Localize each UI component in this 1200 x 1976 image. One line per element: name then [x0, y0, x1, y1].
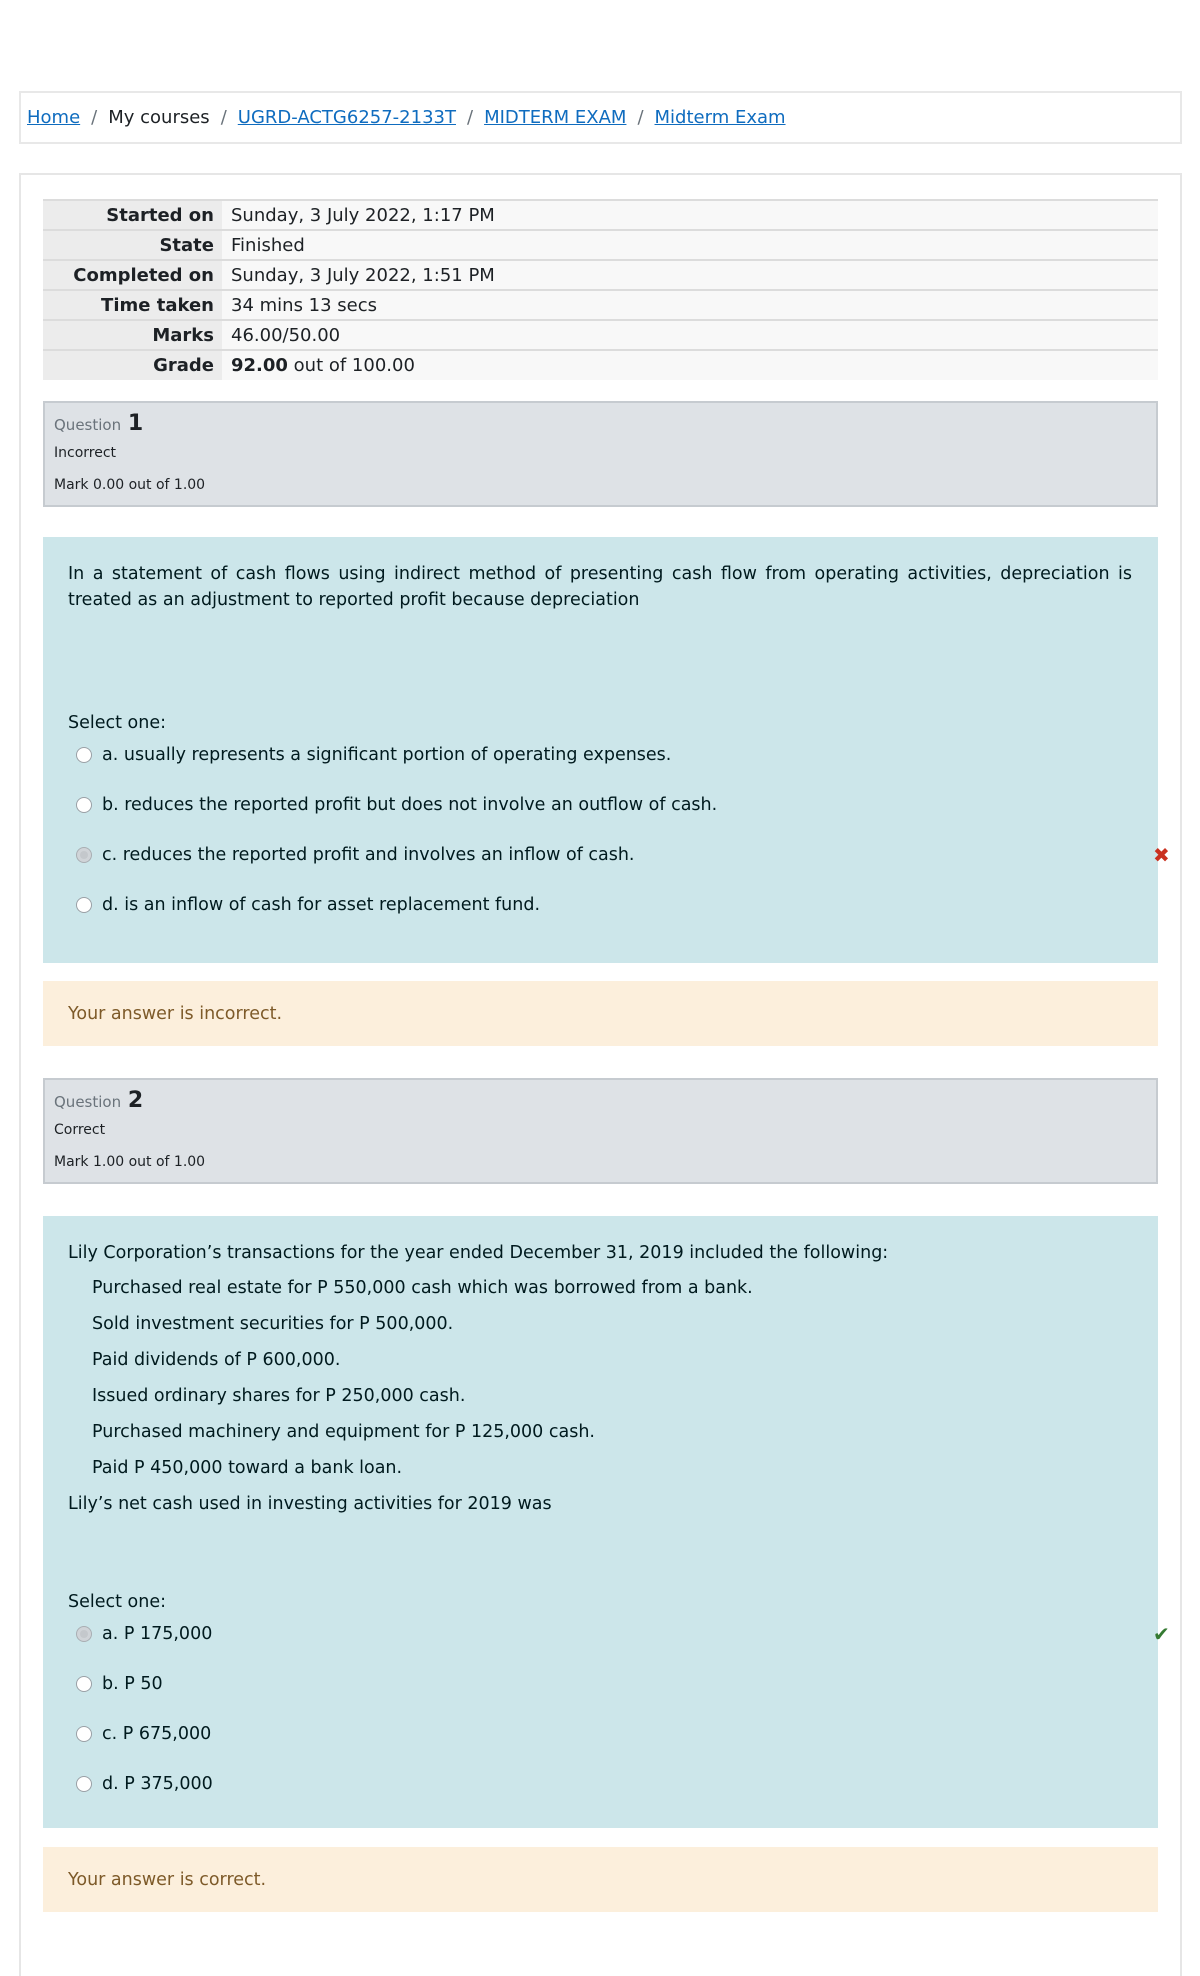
question-1-formulation: [43, 537, 1170, 963]
option-label: b. reduces the reported profit but does not involve an outflow of cash.: [102, 795, 718, 815]
question-label: Question: [54, 1093, 122, 1111]
option-label: d. is an inflow of cash for asset replacement fund.: [102, 895, 541, 915]
transaction-list: [68, 1270, 1132, 1522]
option-label: c. P 675,000: [102, 1724, 212, 1744]
option-label: b. P 50: [102, 1674, 163, 1694]
breadcrumb-separator: /: [637, 107, 644, 128]
summary-value: 34 mins 13 secs: [222, 290, 1158, 320]
summary-row-marks: [43, 320, 1158, 350]
transaction-item: Purchased machinery and equipment for P 125,000 cash.: [92, 1422, 595, 1442]
breadcrumb-my-courses: My courses: [108, 107, 210, 128]
select-one-prompt: Select one:: [68, 1592, 167, 1612]
option-label: a. usually represents a significant portion of operating expenses.: [102, 745, 672, 765]
transaction-item: Sold investment securities for P 500,000.: [92, 1314, 454, 1334]
grade-suffix: out of 100.00: [287, 355, 415, 376]
summary-label: Completed on: [43, 260, 222, 290]
summary-label: Time taken: [43, 290, 222, 320]
summary-row-time-taken: [43, 290, 1158, 320]
question-2-formulation: [43, 1216, 1170, 1828]
radio-button[interactable]: [76, 797, 92, 813]
summary-label: Marks: [43, 320, 222, 350]
summary-label: State: [43, 230, 222, 260]
grade-value: 92.00: [231, 355, 288, 376]
answer-options: [68, 730, 1170, 930]
answer-option-d[interactable]: [68, 880, 1132, 930]
option-label: d. P 375,000: [102, 1774, 213, 1794]
summary-row-state: [43, 230, 1158, 260]
summary-label: Started on: [43, 200, 222, 230]
question-number-value: 1: [127, 411, 144, 436]
question-1-feedback: Your answer is incorrect.: [43, 981, 1158, 1046]
select-one-prompt: Select one:: [68, 713, 167, 733]
question-text: Lily’s net cash used in investing activities for 2019 was: [68, 1494, 552, 1514]
answer-option-b[interactable]: [68, 1659, 1132, 1709]
incorrect-icon: ✖: [1153, 843, 1170, 867]
breadcrumb: [19, 91, 1182, 144]
option-label: c. reduces the reported profit and involves an inflow of cash.: [102, 845, 635, 865]
question-number: [54, 411, 1156, 439]
question-1-info: [43, 401, 1158, 507]
summary-value: Finished: [222, 230, 1158, 260]
summary-value: 46.00/50.00: [222, 320, 1158, 350]
summary-value: [222, 350, 1158, 380]
question-grade: Mark 0.00 out of 1.00: [54, 477, 206, 493]
attempt-summary-table: [43, 199, 1158, 380]
transaction-item: Purchased real estate for P 550,000 cash which was borrowed from a bank.: [92, 1278, 753, 1298]
question-grade: Mark 1.00 out of 1.00: [54, 1154, 206, 1170]
transaction-item: Paid dividends of P 600,000.: [92, 1350, 341, 1370]
transaction-item: Issued ordinary shares for P 250,000 cash.: [92, 1386, 466, 1406]
question-label: Question: [54, 416, 122, 434]
answer-options: [68, 1609, 1170, 1809]
answer-option-b[interactable]: [68, 780, 1132, 830]
breadcrumb-course-link[interactable]: UGRD-ACTG6257-2133T: [237, 107, 456, 128]
answer-option-c[interactable]: [68, 830, 1170, 880]
answer-option-d[interactable]: [68, 1759, 1132, 1809]
radio-button-selected[interactable]: [76, 847, 92, 863]
question-2-info: [43, 1078, 1158, 1184]
question-number: [54, 1088, 1156, 1116]
correct-icon: ✔: [1153, 1622, 1170, 1646]
question-state: Correct: [54, 1122, 106, 1138]
summary-row-grade: [43, 350, 1158, 380]
breadcrumb-separator: /: [220, 107, 227, 128]
radio-button-selected[interactable]: [76, 1626, 92, 1642]
radio-button[interactable]: [76, 897, 92, 913]
breadcrumb-separator: /: [466, 107, 474, 128]
summary-value: Sunday, 3 July 2022, 1:51 PM: [222, 260, 1158, 290]
transaction-item: Paid P 450,000 toward a bank loan.: [92, 1458, 403, 1478]
question-intro: Lily Corporation’s transactions for the year ended December 31, 2019 included the following:: [68, 1243, 889, 1263]
radio-button[interactable]: [76, 747, 92, 763]
summary-row-started: [43, 200, 1158, 230]
radio-button[interactable]: [76, 1776, 92, 1792]
radio-button[interactable]: [76, 1676, 92, 1692]
breadcrumb-home-link[interactable]: Home: [27, 107, 81, 128]
question-text: In a statement of cash flows using indirect method of presenting cash flow from operating activities, depreciation is treated as an adjustment to reported profit because depreciation: [68, 564, 1132, 610]
summary-row-completed: [43, 260, 1158, 290]
question-number-value: 2: [127, 1088, 144, 1113]
answer-option-c[interactable]: [68, 1709, 1132, 1759]
summary-value: Sunday, 3 July 2022, 1:17 PM: [222, 200, 1158, 230]
breadcrumb-section-link[interactable]: MIDTERM EXAM: [484, 107, 627, 128]
question-2-feedback: Your answer is correct.: [43, 1847, 1158, 1912]
radio-button[interactable]: [76, 1726, 92, 1742]
breadcrumb-separator: /: [91, 107, 98, 128]
question-state: Incorrect: [54, 445, 117, 461]
option-label: a. P 175,000: [102, 1624, 213, 1644]
answer-option-a[interactable]: [68, 730, 1132, 780]
answer-option-a[interactable]: [68, 1609, 1170, 1659]
summary-label: Grade: [43, 350, 222, 380]
breadcrumb-quiz-link[interactable]: Midterm Exam: [654, 107, 786, 128]
